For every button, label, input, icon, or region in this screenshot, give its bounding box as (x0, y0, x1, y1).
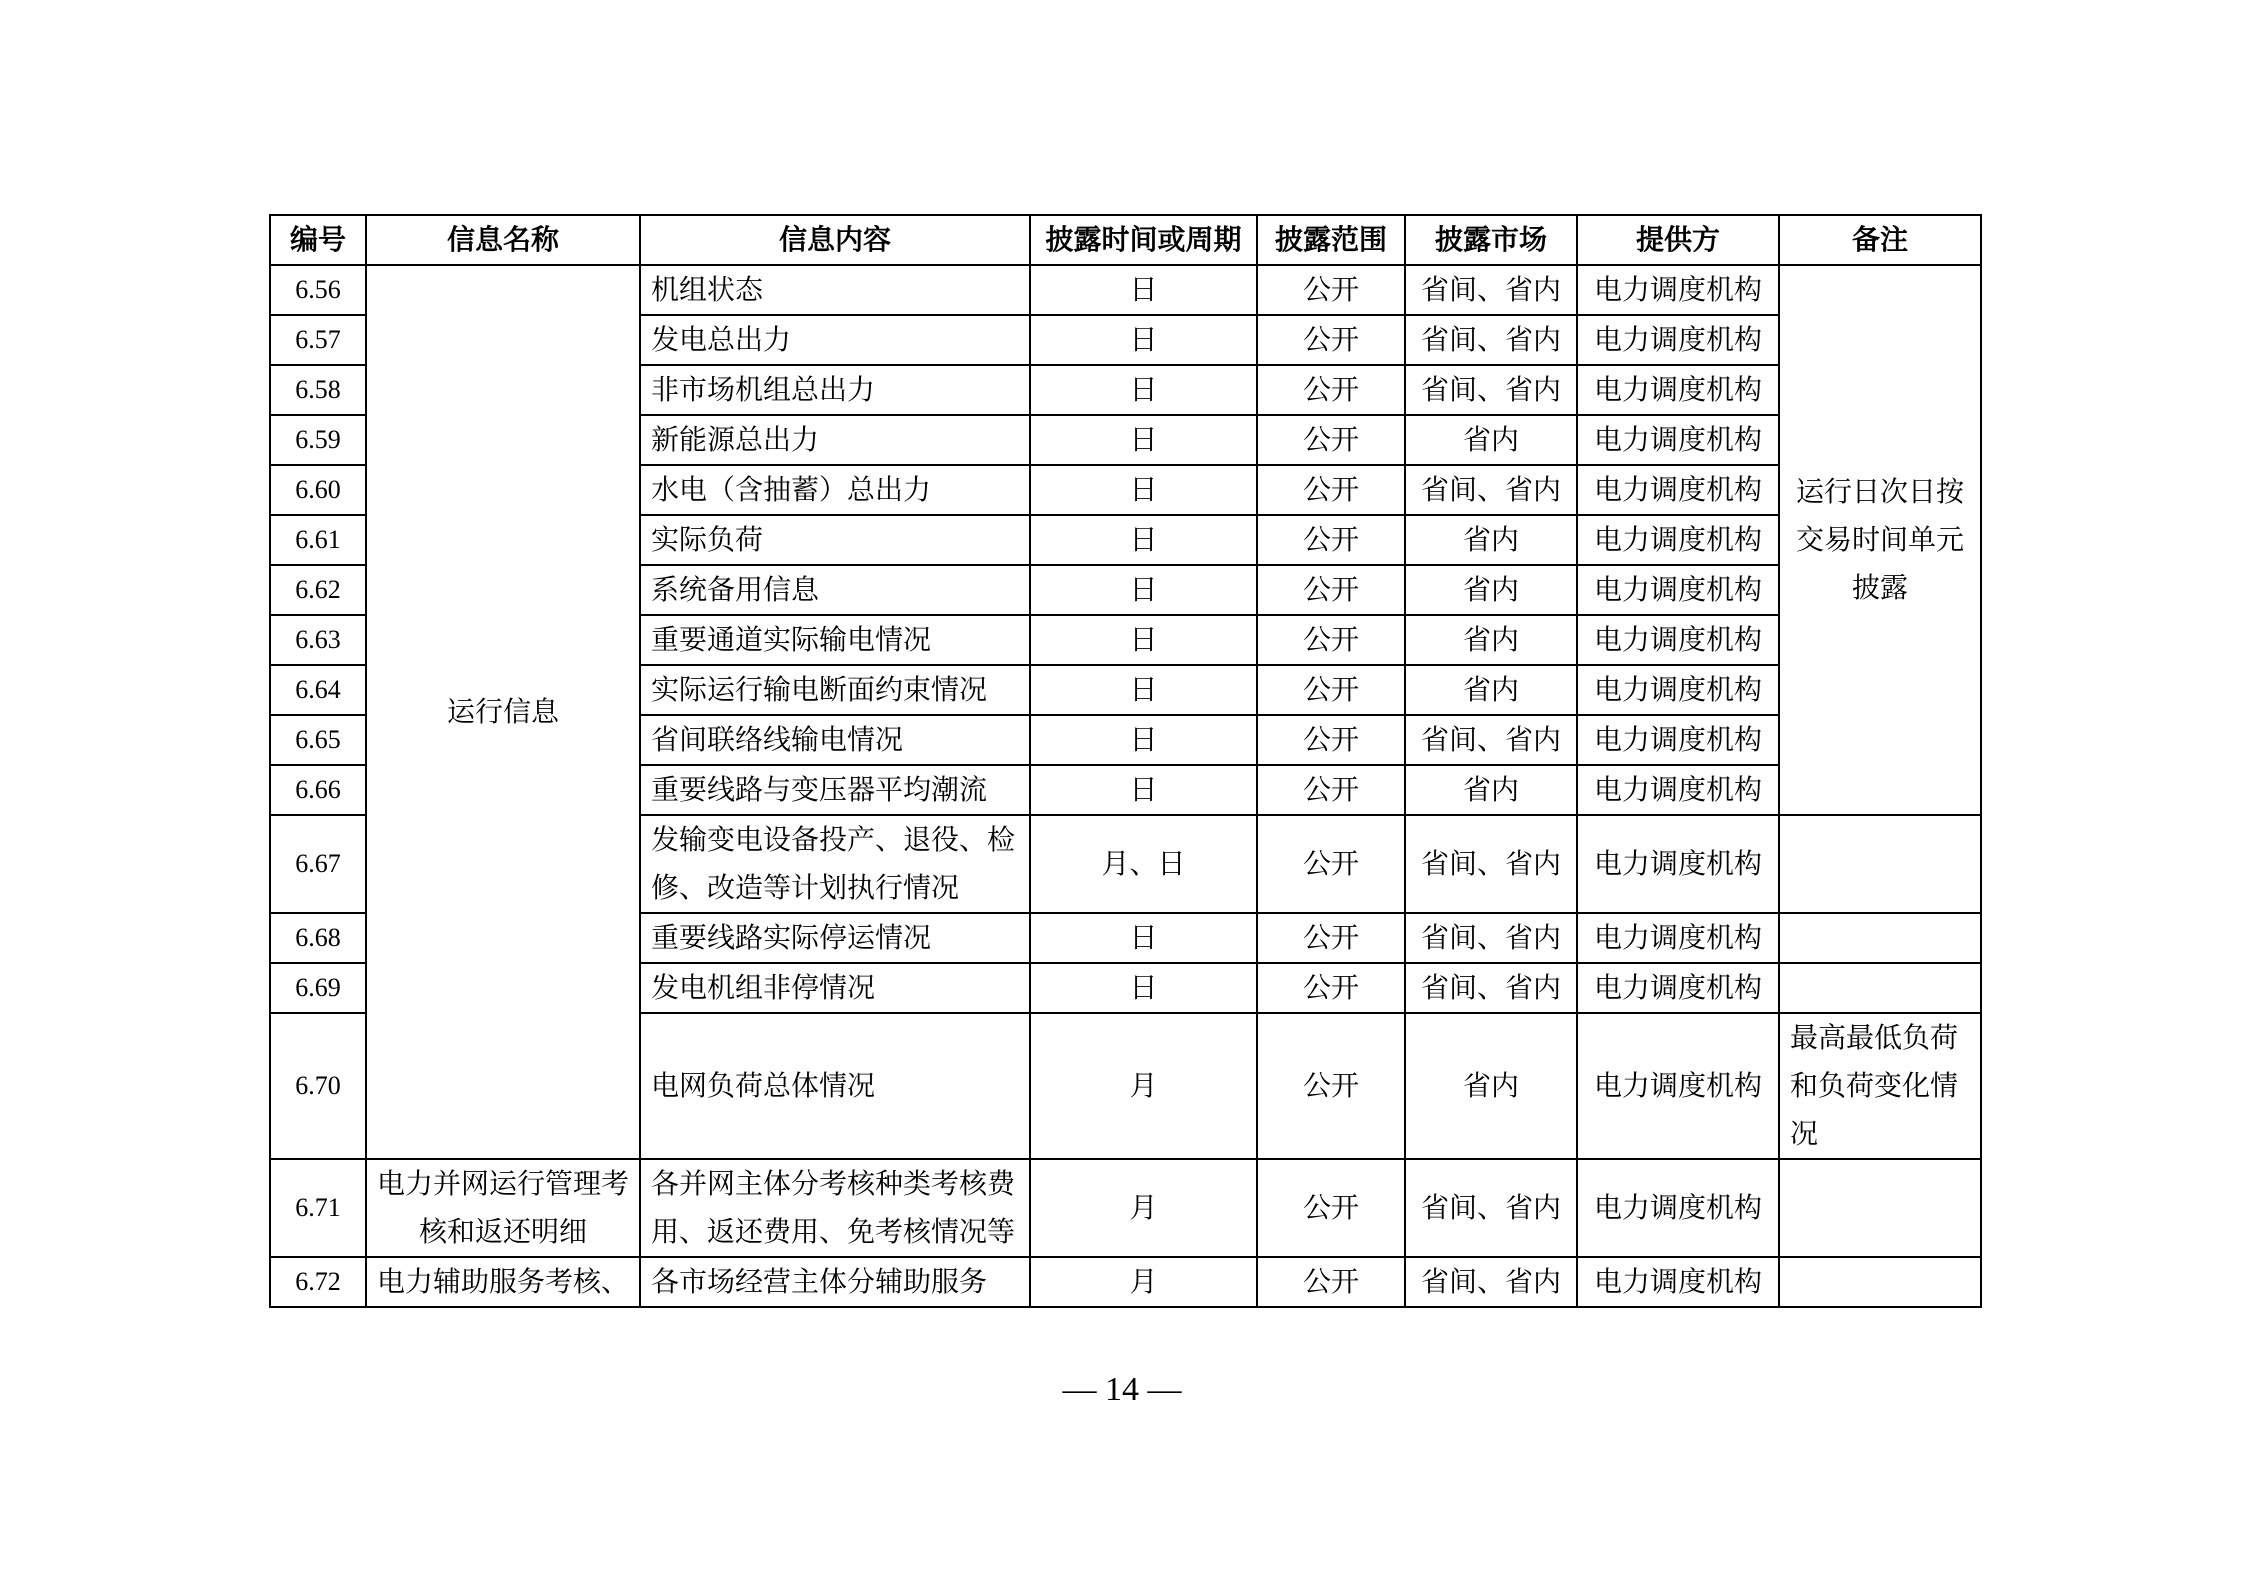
cell-time: 月 (1030, 1013, 1257, 1159)
cell-no: 6.57 (270, 315, 366, 365)
cell-remark (1779, 815, 1981, 913)
cell-group-name: 运行信息 (366, 265, 640, 1159)
cell-provider: 电力调度机构 (1577, 265, 1779, 315)
cell-no: 6.61 (270, 515, 366, 565)
cell-time: 日 (1030, 465, 1257, 515)
cell-name: 电力辅助服务考核、 (366, 1257, 640, 1307)
cell-time: 日 (1030, 615, 1257, 665)
cell-time: 日 (1030, 565, 1257, 615)
cell-provider: 电力调度机构 (1577, 465, 1779, 515)
cell-no: 6.69 (270, 963, 366, 1013)
cell-no: 6.63 (270, 615, 366, 665)
cell-time: 日 (1030, 265, 1257, 315)
cell-content: 发电总出力 (640, 315, 1030, 365)
cell-scope: 公开 (1257, 415, 1405, 465)
cell-content: 各并网主体分考核种类考核费用、返还费用、免考核情况等 (640, 1159, 1030, 1257)
cell-group-remark: 运行日次日按交易时间单元披露 (1779, 265, 1981, 815)
cell-time: 日 (1030, 365, 1257, 415)
cell-scope: 公开 (1257, 515, 1405, 565)
cell-scope: 公开 (1257, 815, 1405, 913)
cell-scope: 公开 (1257, 913, 1405, 963)
cell-provider: 电力调度机构 (1577, 815, 1779, 913)
cell-scope: 公开 (1257, 365, 1405, 415)
cell-scope: 公开 (1257, 665, 1405, 715)
cell-remark: 最高最低负荷和负荷变化情况 (1779, 1013, 1981, 1159)
cell-market: 省间、省内 (1405, 715, 1577, 765)
cell-market: 省内 (1405, 1013, 1577, 1159)
cell-market: 省内 (1405, 565, 1577, 615)
cell-scope: 公开 (1257, 1013, 1405, 1159)
cell-content: 电网负荷总体情况 (640, 1013, 1030, 1159)
cell-market: 省内 (1405, 615, 1577, 665)
cell-provider: 电力调度机构 (1577, 565, 1779, 615)
cell-name: 电力并网运行管理考核和返还明细 (366, 1159, 640, 1257)
header-remark: 备注 (1779, 215, 1981, 265)
cell-provider: 电力调度机构 (1577, 615, 1779, 665)
cell-market: 省间、省内 (1405, 815, 1577, 913)
cell-remark (1779, 913, 1981, 963)
cell-no: 6.62 (270, 565, 366, 615)
header-name: 信息名称 (366, 215, 640, 265)
cell-market: 省间、省内 (1405, 1159, 1577, 1257)
cell-time: 日 (1030, 715, 1257, 765)
cell-content: 重要通道实际输电情况 (640, 615, 1030, 665)
cell-scope: 公开 (1257, 565, 1405, 615)
cell-time: 月 (1030, 1159, 1257, 1257)
cell-market: 省间、省内 (1405, 315, 1577, 365)
cell-remark (1779, 1257, 1981, 1307)
cell-no: 6.67 (270, 815, 366, 913)
cell-scope: 公开 (1257, 265, 1405, 315)
cell-no: 6.64 (270, 665, 366, 715)
cell-time: 日 (1030, 415, 1257, 465)
page-number: — 14 — (1062, 1371, 1182, 1408)
cell-content: 非市场机组总出力 (640, 365, 1030, 415)
cell-market: 省内 (1405, 665, 1577, 715)
header-provider: 提供方 (1577, 215, 1779, 265)
cell-content: 机组状态 (640, 265, 1030, 315)
cell-market: 省间、省内 (1405, 1257, 1577, 1307)
cell-no: 6.66 (270, 765, 366, 815)
cell-content: 实际负荷 (640, 515, 1030, 565)
cell-time: 月、日 (1030, 815, 1257, 913)
cell-provider: 电力调度机构 (1577, 765, 1779, 815)
cell-time: 日 (1030, 515, 1257, 565)
cell-scope: 公开 (1257, 615, 1405, 665)
cell-content: 新能源总出力 (640, 415, 1030, 465)
table-row (270, 1257, 1981, 1307)
cell-provider: 电力调度机构 (1577, 415, 1779, 465)
cell-remark (1779, 963, 1981, 1013)
cell-provider: 电力调度机构 (1577, 715, 1779, 765)
cell-provider: 电力调度机构 (1577, 365, 1779, 415)
cell-market: 省间、省内 (1405, 913, 1577, 963)
cell-provider: 电力调度机构 (1577, 963, 1779, 1013)
cell-content: 重要线路与变压器平均潮流 (640, 765, 1030, 815)
cell-market: 省间、省内 (1405, 365, 1577, 415)
cell-market: 省内 (1405, 765, 1577, 815)
cell-no: 6.56 (270, 265, 366, 315)
cell-provider: 电力调度机构 (1577, 1159, 1779, 1257)
cell-market: 省内 (1405, 515, 1577, 565)
cell-scope: 公开 (1257, 1159, 1405, 1257)
cell-time: 日 (1030, 315, 1257, 365)
cell-content: 重要线路实际停运情况 (640, 913, 1030, 963)
table-header-row (270, 215, 1981, 265)
cell-provider: 电力调度机构 (1577, 315, 1779, 365)
cell-market: 省间、省内 (1405, 963, 1577, 1013)
table-row (270, 265, 1981, 315)
cell-provider: 电力调度机构 (1577, 515, 1779, 565)
cell-remark (1779, 1159, 1981, 1257)
cell-time: 日 (1030, 765, 1257, 815)
cell-scope: 公开 (1257, 465, 1405, 515)
cell-content: 水电（含抽蓄）总出力 (640, 465, 1030, 515)
cell-market: 省间、省内 (1405, 465, 1577, 515)
cell-time: 月 (1030, 1257, 1257, 1307)
cell-content: 各市场经营主体分辅助服务 (640, 1257, 1030, 1307)
cell-market: 省内 (1405, 415, 1577, 465)
header-scope: 披露范围 (1257, 215, 1405, 265)
header-time: 披露时间或周期 (1030, 215, 1257, 265)
disclosure-table (269, 214, 1982, 1308)
cell-scope: 公开 (1257, 963, 1405, 1013)
cell-no: 6.70 (270, 1013, 366, 1159)
cell-scope: 公开 (1257, 315, 1405, 365)
header-content: 信息内容 (640, 215, 1030, 265)
cell-time: 日 (1030, 963, 1257, 1013)
cell-content: 发电机组非停情况 (640, 963, 1030, 1013)
cell-market: 省间、省内 (1405, 265, 1577, 315)
cell-provider: 电力调度机构 (1577, 665, 1779, 715)
cell-provider: 电力调度机构 (1577, 1013, 1779, 1159)
cell-scope: 公开 (1257, 715, 1405, 765)
cell-no: 6.60 (270, 465, 366, 515)
cell-no: 6.65 (270, 715, 366, 765)
cell-no: 6.58 (270, 365, 366, 415)
cell-content: 实际运行输电断面约束情况 (640, 665, 1030, 715)
table-row (270, 1159, 1981, 1257)
header-no: 编号 (270, 215, 366, 265)
cell-no: 6.68 (270, 913, 366, 963)
cell-provider: 电力调度机构 (1577, 913, 1779, 963)
cell-no: 6.72 (270, 1257, 366, 1307)
cell-no: 6.59 (270, 415, 366, 465)
cell-time: 日 (1030, 665, 1257, 715)
header-market: 披露市场 (1405, 215, 1577, 265)
cell-scope: 公开 (1257, 1257, 1405, 1307)
cell-content: 发输变电设备投产、退役、检修、改造等计划执行情况 (640, 815, 1030, 913)
cell-no: 6.71 (270, 1159, 366, 1257)
cell-time: 日 (1030, 913, 1257, 963)
cell-content: 省间联络线输电情况 (640, 715, 1030, 765)
cell-provider: 电力调度机构 (1577, 1257, 1779, 1307)
cell-content: 系统备用信息 (640, 565, 1030, 615)
cell-scope: 公开 (1257, 765, 1405, 815)
